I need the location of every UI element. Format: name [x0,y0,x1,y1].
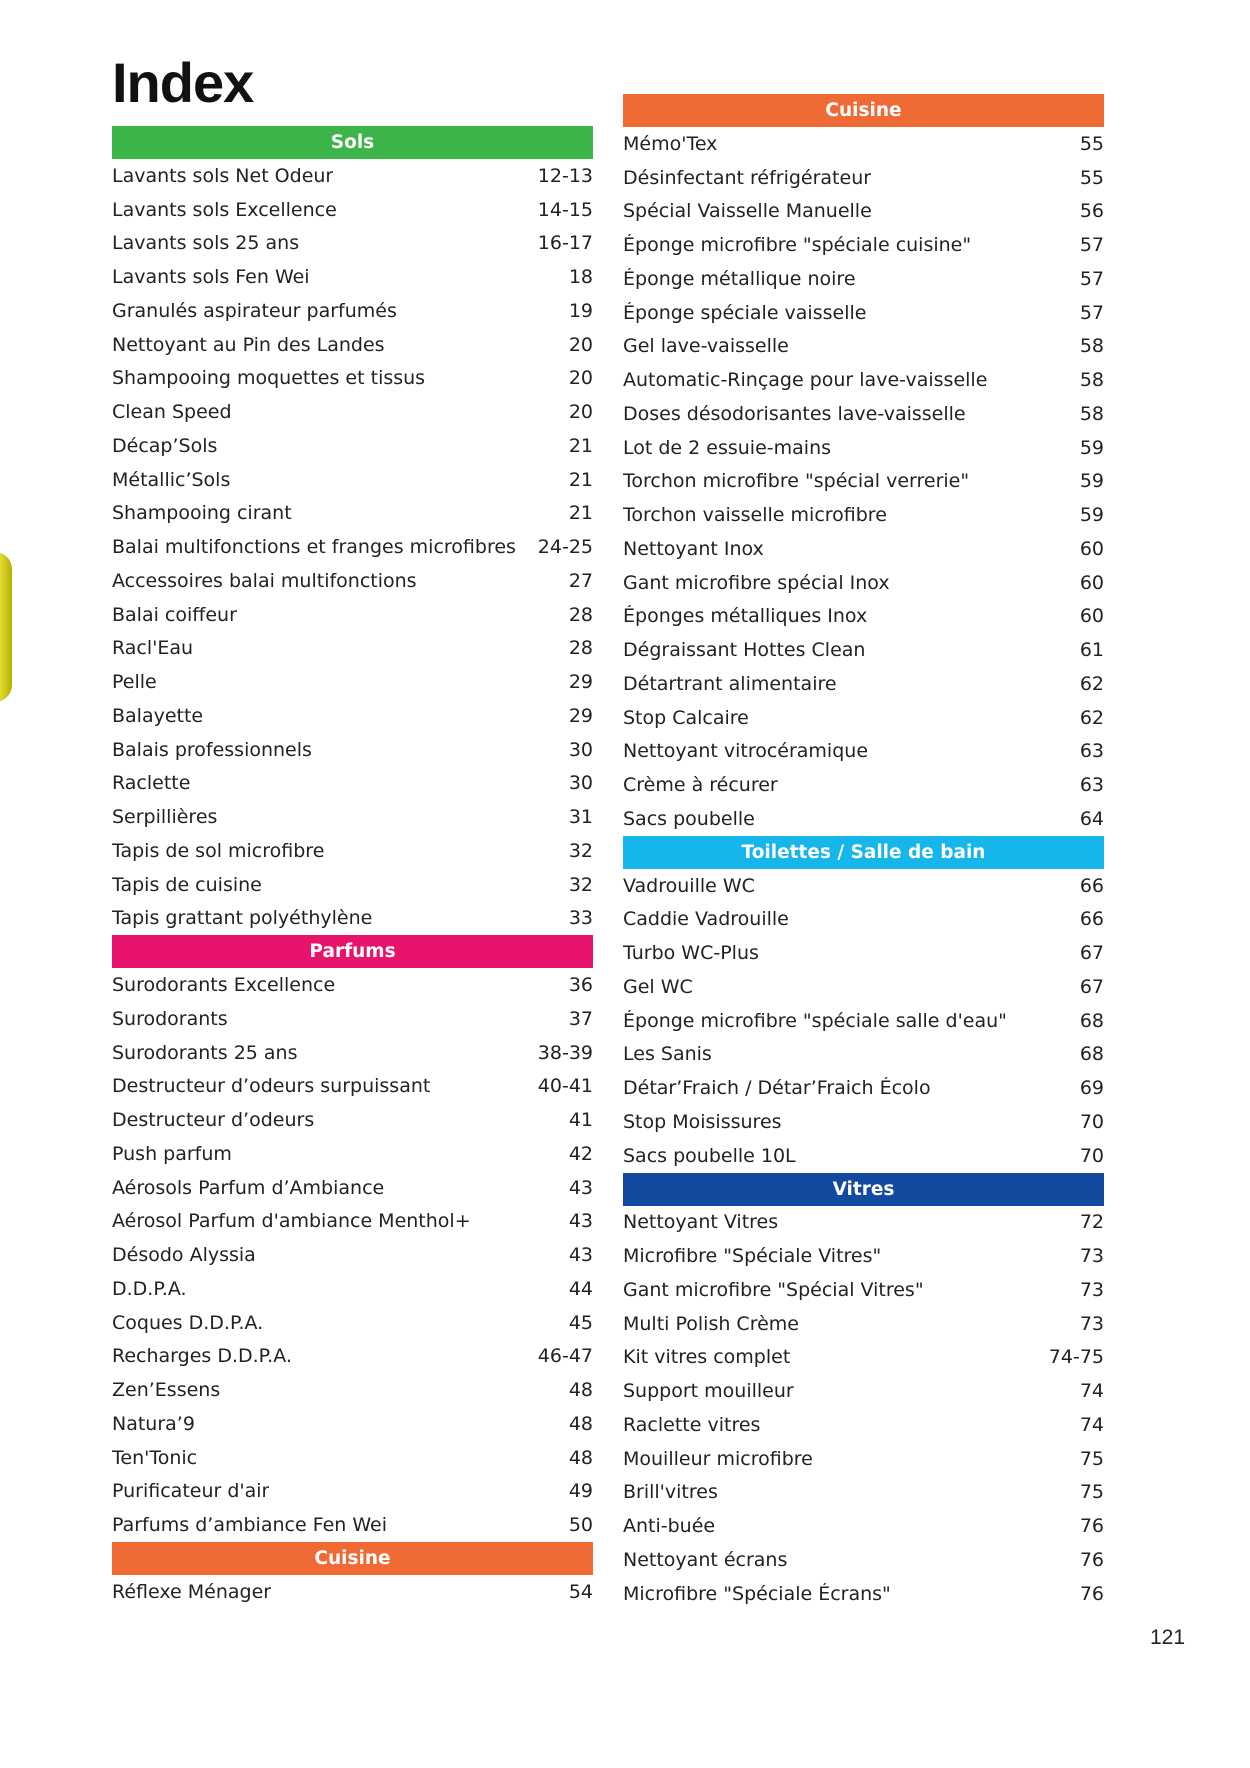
index-entry [623,903,1104,937]
entry-name: Crème à récurer [623,774,778,797]
index-entry [623,228,1104,262]
entry-page: 76 [1079,1582,1104,1605]
entry-name: Balayette [112,704,204,727]
index-entry [112,395,593,429]
entry-page: 70 [1079,1110,1104,1133]
index-entry [112,1373,593,1407]
entry-name: Push parfum [112,1142,232,1165]
index-entry [623,1543,1104,1577]
index-entry [623,397,1104,431]
index-entry [623,701,1104,735]
entry-name: Gant microfibre "Spécial Vitres" [623,1278,924,1301]
index-entry [112,1475,593,1509]
entry-page: 58 [1079,335,1104,358]
entry-name: Sacs poubelle 10L [623,1144,796,1167]
index-entry [112,497,593,531]
index-entry [112,1340,593,1374]
entry-page: 48 [568,1446,593,1469]
index-entry [112,968,593,1002]
entry-page: 62 [1079,706,1104,729]
index-entry [112,834,593,868]
index-entry [623,735,1104,769]
entry-page: 12-13 [537,164,593,187]
entry-page: 59 [1079,470,1104,493]
index-entry [623,1004,1104,1038]
index-entry [623,127,1104,161]
entry-name: Accessoires balai multifonctions [112,569,417,592]
entry-page: 30 [568,772,593,795]
index-entry [623,363,1104,397]
entry-name: Balai multifonctions et franges microfibres [112,536,516,559]
entry-page: 40-41 [537,1075,593,1098]
index-entry [112,328,593,362]
entry-name: Shampooing moquettes et tissus [112,367,426,390]
entry-name: Caddie Vadrouille [623,908,789,931]
entry-name: Destructeur d’odeurs surpuissant [112,1075,431,1098]
index-entry [112,159,593,193]
index-entry [112,1171,593,1205]
page-title: Index [112,51,254,114]
index-entry [623,161,1104,195]
entry-page: 60 [1079,605,1104,628]
entry-page: 72 [1079,1211,1104,1234]
section-header: Vitres [623,1173,1104,1206]
entry-name: Parfums d’ambiance Fen Wei [112,1514,387,1537]
index-entry [112,530,593,564]
index-entry [623,262,1104,296]
entry-page: 55 [1079,132,1104,155]
entry-page: 42 [568,1142,593,1165]
entry-page: 30 [568,738,593,761]
entry-page: 67 [1079,942,1104,965]
entry-name: Vadrouille WC [623,874,755,897]
entry-name: Gant microfibre spécial Inox [623,571,890,594]
index-entry [623,566,1104,600]
entry-page: 38-39 [537,1041,593,1064]
entry-page: 73 [1079,1278,1104,1301]
index-entry [623,869,1104,903]
index-entry [623,1442,1104,1476]
entry-page: 66 [1079,908,1104,931]
entry-name: Sacs poubelle [623,807,755,830]
entry-page: 76 [1079,1515,1104,1538]
index-entry [112,1306,593,1340]
entry-name: Shampooing cirant [112,502,292,525]
entry-name: Dégraissant Hottes Clean [623,639,866,662]
entry-name: Lot de 2 essuie-mains [623,436,832,459]
index-entry [112,227,593,261]
index-column-left [112,126,593,1609]
entry-name: Brill'vitres [623,1481,718,1504]
entry-page: 61 [1079,639,1104,662]
entry-page: 59 [1079,504,1104,527]
entry-name: Tapis de cuisine [112,873,262,896]
entry-name: Recharges D.D.P.A. [112,1345,292,1368]
entry-name: Éponge microfibre "spéciale cuisine" [623,234,972,257]
entry-page: 43 [568,1210,593,1233]
index-entry [623,1071,1104,1105]
index-entry [623,1341,1104,1375]
entry-name: Pelle [112,671,157,694]
index-entry [623,1139,1104,1173]
entry-name: Anti-buée [623,1515,716,1538]
index-entry [623,1408,1104,1442]
entry-page: 43 [568,1244,593,1267]
index-entry [112,598,593,632]
entry-name: Granulés aspirateur parfumés [112,299,397,322]
entry-name: Surodorants Excellence [112,974,336,997]
entry-page: 48 [568,1412,593,1435]
entry-name: Nettoyant Vitres [623,1211,779,1234]
entry-name: Aérosol Parfum d'ambiance Menthol+ [112,1210,471,1233]
entry-name: Désinfectant réfrigérateur [623,166,872,189]
entry-name: Désodo Alyssia [112,1244,256,1267]
index-entry [112,1272,593,1306]
index-entry [623,498,1104,532]
index-entry [112,665,593,699]
entry-name: Support mouilleur [623,1380,794,1403]
index-entry [112,1103,593,1137]
entry-page: 32 [568,873,593,896]
index-entry [623,667,1104,701]
entry-name: Turbo WC-Plus [623,942,759,965]
entry-page: 28 [568,603,593,626]
entry-name: Stop Calcaire [623,706,749,729]
entry-page: 75 [1079,1481,1104,1504]
entry-name: Balais professionnels [112,738,312,761]
index-entry [623,936,1104,970]
index-entry [112,902,593,936]
entry-name: Réflexe Ménager [112,1580,272,1603]
index-entry [112,1002,593,1036]
entry-page: 27 [568,569,593,592]
entry-page: 69 [1079,1077,1104,1100]
entry-name: Gel lave-vaisselle [623,335,789,358]
index-entry [112,260,593,294]
index-entry [112,463,593,497]
index-entry [112,193,593,227]
entry-name: Raclette [112,772,191,795]
entry-name: D.D.P.A. [112,1277,187,1300]
index-entry [112,1205,593,1239]
index-entry [623,1577,1104,1611]
entry-page: 48 [568,1379,593,1402]
entry-name: Microfibre "Spéciale Écrans" [623,1582,891,1605]
entry-name: Surodorants [112,1007,228,1030]
index-entry [112,564,593,598]
entry-page: 14-15 [537,198,593,221]
entry-name: Lavants sols Net Odeur [112,164,334,187]
entry-page: 56 [1079,200,1104,223]
index-entry [112,1036,593,1070]
index-entry [623,195,1104,229]
entry-page: 67 [1079,975,1104,998]
index-entry [623,1307,1104,1341]
entry-page: 49 [568,1480,593,1503]
entry-name: Natura’9 [112,1412,195,1435]
entry-name: Mouilleur microfibre [623,1447,813,1470]
index-entry [112,767,593,801]
index-entry [623,1509,1104,1543]
entry-page: 44 [568,1277,593,1300]
entry-page: 21 [568,434,593,457]
entry-name: Coques D.D.P.A. [112,1311,264,1334]
entry-name: Aérosols Parfum d’Ambiance [112,1176,385,1199]
entry-page: 63 [1079,774,1104,797]
entry-name: Les Sanis [623,1043,712,1066]
entry-page: 50 [568,1514,593,1537]
entry-name: Stop Moisissures [623,1110,782,1133]
entry-page: 31 [568,806,593,829]
entry-page: 54 [568,1580,593,1603]
index-entry [112,1508,593,1542]
entry-name: Détar’Fraich / Détar’Fraich Écolo [623,1077,931,1100]
index-entry [623,1206,1104,1240]
entry-page: 58 [1079,402,1104,425]
entry-page: 18 [568,266,593,289]
entry-name: Éponge métallique noire [623,267,856,290]
index-entry [623,768,1104,802]
entry-page: 57 [1079,267,1104,290]
entry-page: 20 [568,333,593,356]
entry-page: 57 [1079,234,1104,257]
entry-page: 68 [1079,1043,1104,1066]
entry-page: 68 [1079,1009,1104,1032]
entry-name: Nettoyant Inox [623,537,764,560]
entry-name: Automatic-Rinçage pour lave-vaisselle [623,369,988,392]
entry-name: Raclette vitres [623,1413,761,1436]
entry-page: 45 [568,1311,593,1334]
entry-page: 37 [568,1007,593,1030]
entry-page: 75 [1079,1447,1104,1470]
entry-name: Lavants sols 25 ans [112,232,300,255]
entry-page: 58 [1079,369,1104,392]
index-entry [112,632,593,666]
index-entry [112,1070,593,1104]
entry-page: 70 [1079,1144,1104,1167]
entry-name: Microfibre "Spéciale Vitres" [623,1245,882,1268]
index-entry [112,1441,593,1475]
entry-name: Gel WC [623,975,693,998]
entry-page: 24-25 [537,536,593,559]
entry-page: 29 [568,704,593,727]
entry-name: Zen’Essens [112,1379,221,1402]
entry-page: 74 [1079,1380,1104,1403]
entry-page: 76 [1079,1548,1104,1571]
index-entry [623,1105,1104,1139]
entry-name: Lavants sols Excellence [112,198,337,221]
index-entry [623,1273,1104,1307]
entry-page: 46-47 [537,1345,593,1368]
entry-page: 19 [568,299,593,322]
index-entry [623,532,1104,566]
index-entry [112,294,593,328]
entry-page: 73 [1079,1312,1104,1335]
index-entry [112,429,593,463]
entry-name: Torchon microfibre "spécial verrerie" [623,470,970,493]
index-entry [623,802,1104,836]
index-entry [112,800,593,834]
entry-name: Destructeur d’odeurs [112,1109,315,1132]
entry-name: Kit vitres complet [623,1346,791,1369]
entry-page: 21 [568,502,593,525]
entry-page: 73 [1079,1245,1104,1268]
entry-name: Racl'Eau [112,637,194,660]
entry-page: 29 [568,671,593,694]
entry-page: 43 [568,1176,593,1199]
entry-name: Éponge microfibre "spéciale salle d'eau" [623,1009,1007,1032]
index-entry [623,633,1104,667]
entry-page: 21 [568,468,593,491]
entry-name: Éponges métalliques Inox [623,605,868,628]
entry-page: 33 [568,907,593,930]
entry-page: 55 [1079,166,1104,189]
index-entry [623,465,1104,499]
index-entry [623,600,1104,634]
entry-name: Nettoyant vitrocéramique [623,740,869,763]
entry-page: 63 [1079,740,1104,763]
entry-page: 41 [568,1109,593,1132]
index-entry [112,1238,593,1272]
entry-name: Éponge spéciale vaisselle [623,301,867,324]
entry-name: Spécial Vaisselle Manuelle [623,200,872,223]
entry-page: 20 [568,367,593,390]
entry-name: Lavants sols Fen Wei [112,266,310,289]
index-entry [112,1137,593,1171]
entry-page: 59 [1079,436,1104,459]
index-entry [112,1575,593,1609]
index-entry [623,1374,1104,1408]
entry-name: Surodorants 25 ans [112,1041,298,1064]
index-entry [623,330,1104,364]
entry-name: Purificateur d'air [112,1480,270,1503]
entry-page: 28 [568,637,593,660]
index-entry [623,431,1104,465]
index-entry [623,1038,1104,1072]
index-entry [623,296,1104,330]
entry-page: 64 [1079,807,1104,830]
index-entry [623,1239,1104,1273]
entry-page: 36 [568,974,593,997]
entry-page: 74-75 [1048,1346,1104,1369]
index-entry [112,1407,593,1441]
entry-name: Nettoyant écrans [623,1548,788,1571]
section-header: Cuisine [623,94,1104,127]
entry-name: Doses désodorisantes lave-vaisselle [623,402,966,425]
entry-page: 32 [568,839,593,862]
section-header: Sols [112,126,593,159]
yellow-product-edge [0,552,12,702]
entry-name: Nettoyant au Pin des Landes [112,333,385,356]
entry-name: Ten'Tonic [112,1446,198,1469]
entry-name: Mémo'Tex [623,132,718,155]
index-entry [112,699,593,733]
entry-page: 57 [1079,301,1104,324]
entry-name: Tapis grattant polyéthylène [112,907,373,930]
entry-page: 74 [1079,1413,1104,1436]
section-header: Toilettes / Salle de bain [623,836,1104,869]
entry-name: Détartrant alimentaire [623,672,837,695]
entry-name: Décap’Sols [112,434,218,457]
index-entry [623,1476,1104,1510]
entry-name: Torchon vaisselle microfibre [623,504,887,527]
section-header: Parfums [112,935,593,968]
section-header: Cuisine [112,1542,593,1575]
entry-name: Serpillières [112,806,218,829]
entry-page: 60 [1079,571,1104,594]
page-number: 121 [1150,1626,1186,1649]
entry-name: Multi Polish Crème [623,1312,799,1335]
entry-name: Tapis de sol microfibre [112,839,325,862]
entry-page: 60 [1079,537,1104,560]
entry-page: 62 [1079,672,1104,695]
index-entry [112,362,593,396]
index-entry [112,868,593,902]
entry-page: 20 [568,401,593,424]
entry-name: Balai coiffeur [112,603,237,626]
index-column-right [623,94,1104,1611]
entry-page: 66 [1079,874,1104,897]
index-entry [623,970,1104,1004]
index-entry [112,733,593,767]
entry-name: Clean Speed [112,401,232,424]
entry-name: Métallic’Sols [112,468,231,491]
entry-page: 16-17 [537,232,593,255]
